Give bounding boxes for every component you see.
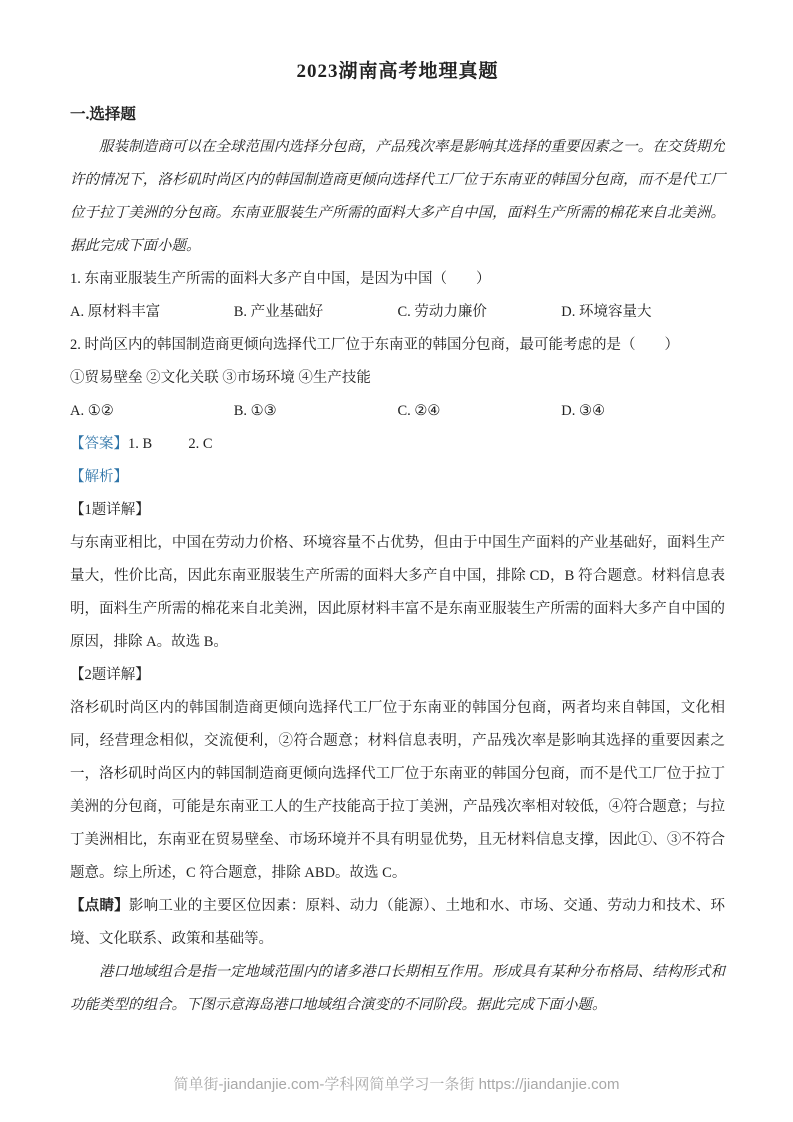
detail-1-body: 与东南亚相比，中国在劳动力价格、环境容量不占优势，但由于中国生产面料的产业基础好，面料生产量大，性价比高，因此东南亚服装生产所需的面料大多产自中国，排除 CD，B 符合题意。材料信息表明，面料生产所需的棉花来自北美洲，因此原材料丰富不是东南亚服装生产所需的面料大多产自中国的原因，排除 A。故选 B。 [70,535,725,650]
question-1-stem: 1. 东南亚服装生产所需的面料大多产自中国，是因为中国（ ） [70,271,491,287]
intro-paragraph-1: 服装制造商可以在全球范围内选择分包商，产品残次率是影响其选择的重要因素之一。在交货期允许的情况下，洛杉矶时尚区内的韩国制造商更倾向选择代工厂位于东南亚的韩国分包商，而不是代工厂位于拉丁美洲的分包商。东南亚服装生产所需的面料大多产自中国，面料生产所需的棉花来自北美洲。据此完成下面小题。 [70,139,725,254]
question-2-options [70,395,725,428]
tips-paragraph [70,890,725,956]
question-2-items: ①贸易壁垒 ②文化关联 ③市场环境 ④生产技能 [70,370,371,386]
analysis-label: 【解析】 [70,469,128,485]
doc-title: 2023湖南高考地理真题 [296,61,499,82]
q1-option-a: A. 原材料丰富 [70,304,161,320]
detail-1-heading: 【1题详解】 [70,502,150,518]
watermark-footer: 简单街-jiandanjie.com-学科网简单学习一条街 https://jiandanjie.com [173,1076,620,1093]
analysis-label-line [70,461,725,494]
q1-option-c: C. 劳动力廉价 [397,304,487,320]
detail-2-body: 洛杉矶时尚区内的韩国制造商更倾向选择代工厂位于东南亚的韩国分包商，两者均来自韩国，文化相同，经营理念相似，交流便利，②符合题意；材料信息表明，产品残次率是影响其选择的重要因素之一，洛杉矶时尚区内的韩国制造商更倾向选择代工厂位于东南亚的韩国分包商，而不是代工厂位于拉丁美洲的分包商，可能是东南亚工人的生产技能高于拉丁美洲，产品残次率相对较低，④符合题意；与拉丁美洲相比，东南亚在贸易壁垒、市场环境并不具有明显优势，且无材料信息支撑，因此①、③不符合题意。综上所述，C 符合题意，排除 ABD。故选 C。 [70,700,725,881]
q2-option-b: B. ①③ [233,403,277,419]
answer-label: 【答案】 [70,436,128,452]
answer-line [70,428,725,461]
q2-option-a: A. ①② [70,403,114,419]
q2-option-c: C. ②④ [397,403,441,419]
intro-paragraph-2: 港口地域组合是指一定地域范围内的诸多港口长期相互作用。形成具有某种分布格局、结构形式和功能类型的组合。下图示意海岛港口地域组合演变的不同阶段。据此完成下面小题。 [70,964,725,1013]
answer-1: 1. B [128,436,153,452]
answer-2: 2. C [188,436,213,452]
q1-option-d: D. 环境容量大 [561,304,652,320]
question-2-stem: 2. 时尚区内的韩国制造商更倾向选择代工厂位于东南亚的韩国分包商，最可能考虑的是（ ） [70,337,679,353]
q1-option-b: B. 产业基础好 [233,304,324,320]
q2-option-d: D. ③④ [561,403,605,419]
section-heading: 一.选择题 [70,106,136,123]
tips-label: 【点睛】 [70,898,129,914]
question-1-options [70,296,725,329]
detail-2-heading: 【2题详解】 [70,667,150,683]
tips-body: 影响工业的主要区位因素：原料、动力（能源）、土地和水、市场、交通、劳动力和技术、环境、文化联系、政策和基础等。 [70,898,726,947]
